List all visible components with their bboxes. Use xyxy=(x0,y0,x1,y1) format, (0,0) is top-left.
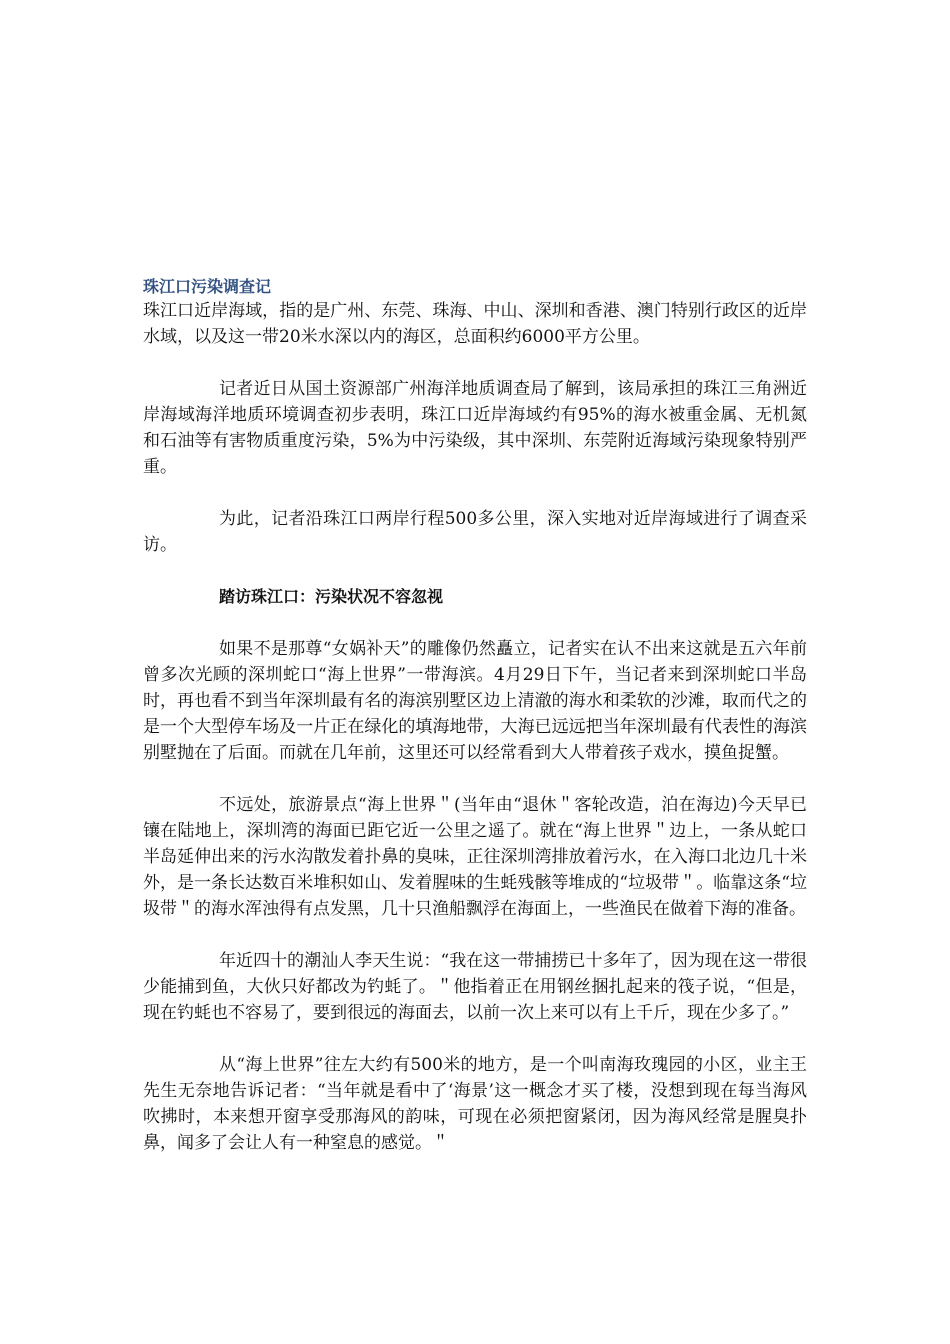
paragraph-spacer xyxy=(143,766,807,792)
section-heading: 踏访珠江口：污染状况不容忽视 xyxy=(219,587,444,606)
paragraph-spacer xyxy=(143,1026,807,1052)
body-paragraph: 如果不是那尊“女娲补天”的雕像仍然矗立，记者实在认不出来这就是五六年前曾多次光顾的深圳蛇口“海上世界”一带海滨。4月29日下午，当记者来到深圳蛇口半岛时，再也看不到当年深圳最有名的海滨别墅区边上清澈的海水和柔软的沙滩，取而代之的是一个大型停车场及一片正在绿化的填海地带，大海已远远把当年深圳最有代表性的海滨别墅抛在了后面。而就在几年前，这里还可以经常看到大人带着孩子戏水，摸鱼捉蟹。 xyxy=(143,639,807,763)
body-paragraph: 年近四十的潮汕人李天生说：“我在这一带捕捞已十多年了，因为现在这一带很少能捕到鱼，大伙只好都改为钓蚝了。＂他指着正在用钢丝捆扎起来的筏子说，“但是，现在钓蚝也不容易了，要到很远的海面去，以前一次上来可以有上千斤，现在少多了。” xyxy=(143,951,807,1023)
paragraph-spacer xyxy=(143,350,807,376)
article-body xyxy=(143,276,807,1156)
article-title: 珠江口污染调查记 xyxy=(143,277,272,296)
paragraph-spacer xyxy=(143,610,807,636)
paragraph-spacer xyxy=(143,558,807,584)
body-paragraph: 为此，记者沿珠江口两岸行程500多公里，深入实地对近岸海域进行了调查采访。 xyxy=(143,509,807,555)
body-paragraph: 不远处，旅游景点“海上世界＂(当年由“退休＂客轮改造，泊在海边)今天早已镶在陆地上，深圳湾的海面已距它近一公里之遥了。就在“海上世界＂边上，一条从蛇口半岛延伸出来的污水沟散发着扑鼻的臭味，正往深圳湾排放着污水，在入海口北边几十米外，是一条长达数百米堆积如山、发着腥味的生蚝残骸等堆成的“垃圾带＂。临靠这条“垃圾带＂的海水浑浊得有点发黑，几十只渔船飘浮在海面上，一些渔民在做着下海的准备。 xyxy=(143,795,807,919)
body-paragraph: 从“海上世界”往左大约有500米的地方，是一个叫南海玫瑰园的小区，业主王先生无奈地告诉记者：“当年就是看中了‘海景’这一概念才买了楼，没想到现在每当海风吹拂时，本来想开窗享受那海风的韵味，可现在必须把窗紧闭，因为海风经常是腥臭扑鼻，闻多了会让人有一种窒息的感觉。＂ xyxy=(143,1055,807,1153)
paragraph-spacer xyxy=(143,480,807,506)
paragraph-spacer xyxy=(143,922,807,948)
body-paragraph: 记者近日从国土资源部广州海洋地质调查局了解到，该局承担的珠江三角洲近岸海域海洋地质环境调查初步表明，珠江口近岸海域约有95%的海水被重金属、无机氮和石油等有害物质重度污染，5%为中污染级，其中深圳、东莞附近海域污染现象特别严重。 xyxy=(143,379,807,477)
intro-paragraph: 珠江口近岸海域，指的是广州、东莞、珠海、中山、深圳和香港、澳门特别行政区的近岸水域，以及这一带20米水深以内的海区，总面积约6000平方公里。 xyxy=(143,301,807,347)
